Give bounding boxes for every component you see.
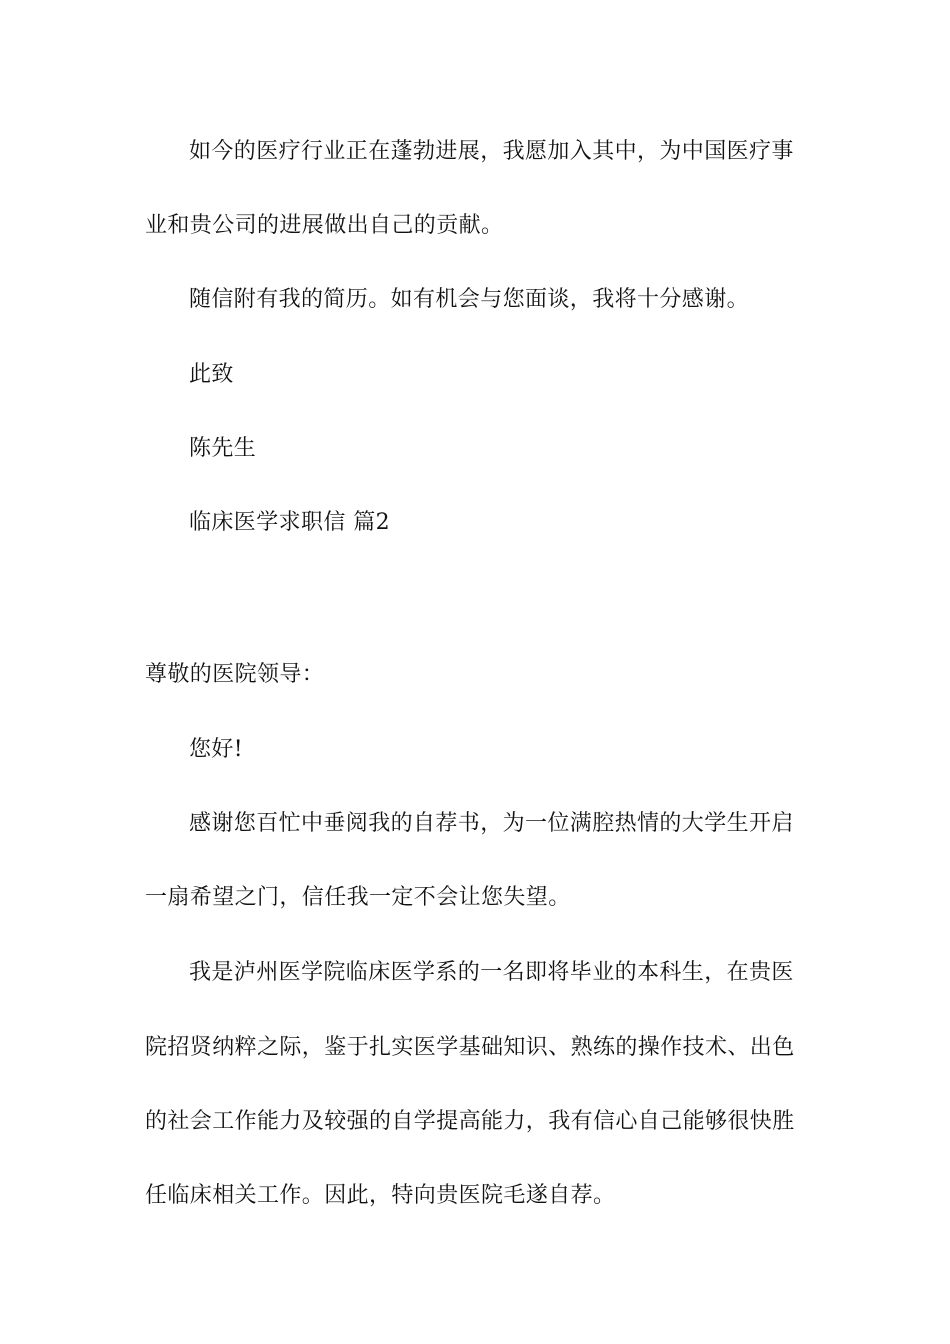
paragraph-line: 业和贵公司的进展做出自己的贡献。 bbox=[145, 213, 504, 238]
paragraph-line: 的社会工作能力及较强的自学提高能力，我有信心自己能够很快胜 bbox=[145, 1109, 795, 1134]
paragraph-line: 院招贤纳粹之际，鉴于扎实医学基础知识、熟练的操作技术、出色 bbox=[145, 1035, 795, 1060]
paragraph-line: 随信附有我的简历。如有机会与您面谈，我将十分感谢。 bbox=[189, 287, 750, 312]
greeting-line: 尊敬的医院领导： bbox=[145, 662, 325, 687]
paragraph-line: 任临床相关工作。因此，特向贵医院毛遂自荐。 bbox=[145, 1183, 616, 1208]
signature-name: 陈先生 bbox=[189, 436, 257, 461]
closing-salutation: 此致 bbox=[189, 362, 234, 387]
paragraph-line: 感谢您百忙中垂阅我的自荐书，为一位满腔热情的大学生开启 bbox=[189, 811, 794, 836]
section-heading: 临床医学求职信 篇2 bbox=[189, 510, 390, 535]
paragraph-line: 如今的医疗行业正在蓬勃进展，我愿加入其中，为中国医疗事 bbox=[189, 139, 794, 164]
paragraph-line: 我是泸州医学院临床医学系的一名即将毕业的本科生，在贵医 bbox=[189, 960, 794, 985]
greeting-hello: 您好! bbox=[189, 737, 244, 762]
paragraph-line: 一扇希望之门，信任我一定不会让您失望。 bbox=[145, 885, 571, 910]
